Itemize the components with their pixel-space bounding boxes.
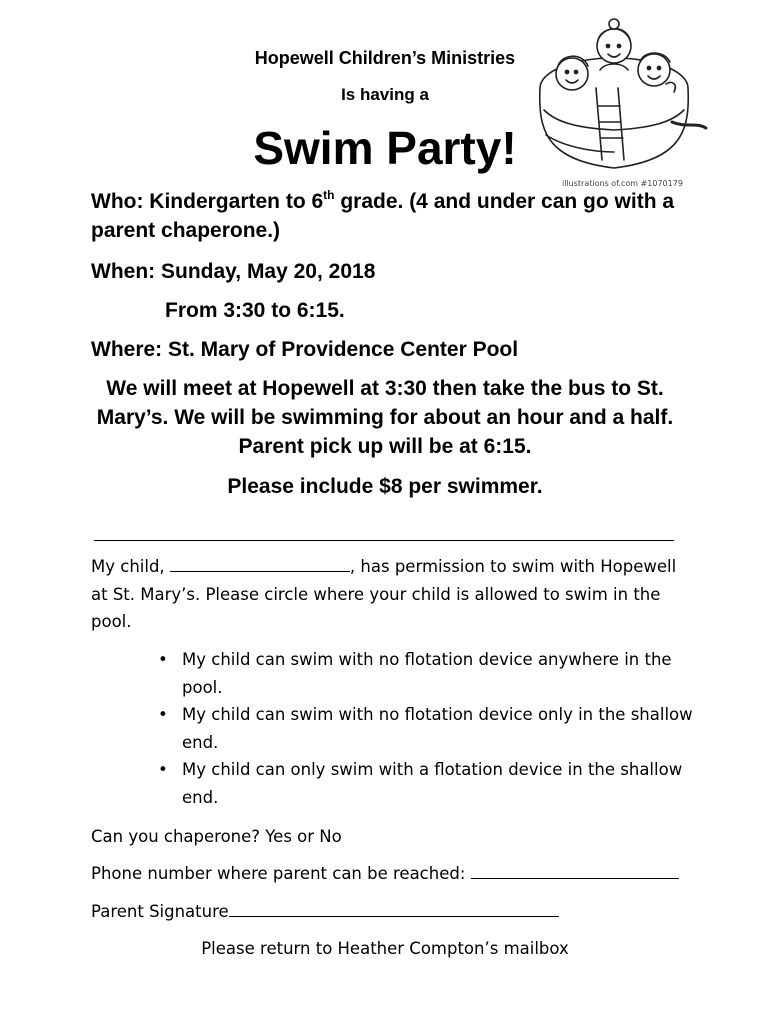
permission-paragraph: My child, , has permission to swim with Hopewell at St. Mary’s. Please circle where your child is allowed to swim in the pool.	[91, 553, 691, 636]
child-name-field[interactable]	[170, 553, 350, 572]
return-note: Please return to Heather Compton’s mailbox	[201, 939, 569, 958]
page-title: Swim Party!	[253, 122, 517, 174]
signature-row: Parent Signature	[91, 898, 559, 925]
phone-field[interactable]	[471, 860, 679, 879]
swim-area-options	[158, 646, 698, 811]
clipart-caption: illustrations of.com #1070179	[562, 179, 683, 188]
chaperone-question[interactable]: Can you chaperone? Yes or No	[91, 827, 342, 846]
option-item[interactable]: • My child can swim with no flotation device anywhere in the pool.	[158, 646, 698, 701]
plan-paragraph: We will meet at Hopewell at 3:30 then take the bus to St. Mary’s. We will be swimming for about an hour and a half. Parent pick up will be at 6:15.	[96, 377, 674, 458]
organization-name: Hopewell Children’s Ministries	[254, 48, 516, 68]
bullet-icon: •	[158, 705, 168, 724]
where-line: Where: St. Mary of Providence Center Pool	[91, 338, 519, 361]
option-item[interactable]: • My child can swim with no flotation device only in the shallow end.	[158, 701, 698, 756]
bullet-icon: •	[158, 760, 168, 779]
who-line: Who: Kindergarten to 6th grade. (4 and under can go with a parent chaperone.)	[91, 188, 675, 242]
time-line: From 3:30 to 6:15.	[165, 299, 345, 322]
signature-field[interactable]	[229, 898, 559, 917]
when-line: When: Sunday, May 20, 2018	[91, 260, 376, 283]
bullet-icon: •	[158, 650, 168, 669]
cut-line-divider	[94, 540, 674, 541]
subtitle: Is having a	[341, 85, 429, 104]
option-item[interactable]: • My child can only swim with a flotation device in the shallow end.	[158, 756, 698, 811]
phone-row: Phone number where parent can be reached:	[91, 860, 679, 887]
kids-in-pool-icon	[536, 10, 716, 192]
fee-line: Please include $8 per swimmer.	[227, 475, 543, 498]
